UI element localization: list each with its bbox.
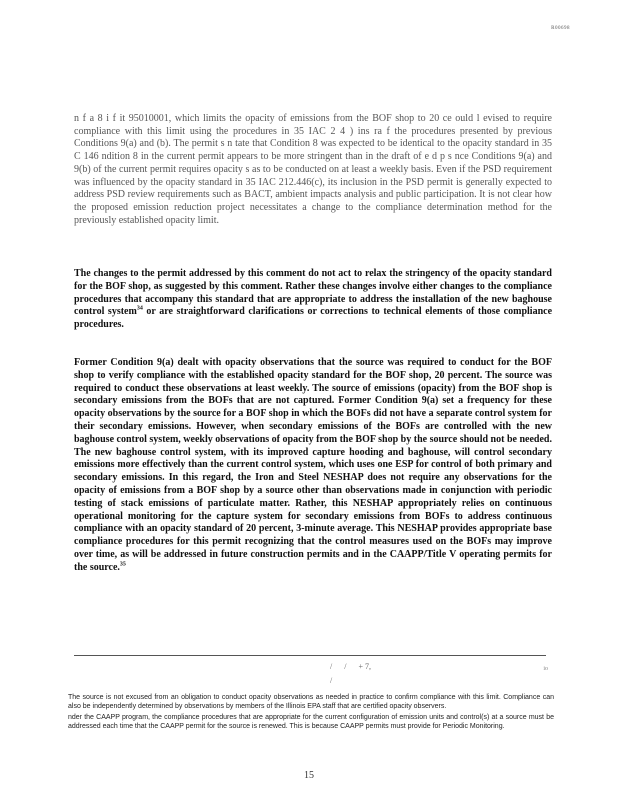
footnote-ref-35: 35 <box>119 561 126 568</box>
scan-mark: / <box>330 662 333 671</box>
footnotes <box>68 693 554 733</box>
scan-mark: + 7, <box>358 662 371 671</box>
paragraph-permit-changes <box>74 268 552 332</box>
paragraph-permit-changes-tail: or are straightforward clarifications or corrections to technical elements of those compliance procedures. <box>74 306 553 331</box>
footnote-ref-34: 34 <box>136 306 143 313</box>
paragraph-opacity-condition: n f a 8 i f it 95010001, which limits the opacity of emissions from the BOF shop to 20 ce ould l evised to require compliance with this limit using the procedures in 35 IAC 2 4 ) ins ra f the procedures presented by previous Conditions 9(a) and (b). The permit s n tate that Condition 8 was expected to be identical to the opacity standard in 35 C 146 ndition 8 in the current permit appears to be more stringent than in the draft of e d p s nce Conditions 9(a) and 9(b) of the current permit requires opacity s as to be conducted on at least a weekly basis. Even if the PSD requirement was influenced by the opacity standard in 35 IAC 212.446(c), its inclusion in the PSD permit is generally expected to address PSD review requirements such as BACT, ambient impacts analysis and public participation. It is not clear how the proposed emission reduction project necessitates a change to the compliance determination method for the previously established opacity limit. <box>74 113 552 226</box>
footnote-35: nder the CAAPP program, the compliance procedures that are appropriate for the current configuration of emission units and control(s) at a source must be addressed each time that the CAAPP permit for the source is renewed. This is because CAAPP permits must provide for Periodic Monitoring. <box>68 713 554 731</box>
scan-artifact: / <box>330 676 333 685</box>
scan-artifacts <box>330 662 381 671</box>
scan-artifact-edge: io <box>543 666 548 672</box>
footnote-34: The source is not excused from an obligation to conduct opacity observations as needed in practice to confirm compliance with this limit. Compliance can also be independently determined by observations by members of the Illinois EPA staff that are certified opacity observers. <box>68 694 554 711</box>
paragraph-permit-changes-text: The changes to the permit addressed by this comment do not act to relax the stringency of the opacity standard for the BOF shop, as suggested by this comment. Rather these changes involve either changes to the compliance procedures that accompany this standard that are appropriate to address the installation of the new baghouse control system <box>74 268 552 318</box>
footnote-separator <box>74 655 546 656</box>
page-number: 15 <box>304 770 314 781</box>
paragraph-former-condition-9a-text: Former Condition 9(a) dealt with opacity observations that the source was required to conduct for the BOF shop to verify compliance with the established opacity standard for the BOF shop, 20 percent. The source was required to conduct these observations at least weekly. The source of emissions (opacity) from the BOF shop is secondary emissions from the BOFs that are not captured. Former Condition 9(a) set a frequency for these opacity observations by the source for a BOF shop in which the BOFs did not have a separate control system for their secondary emissions. However, when secondary emissions of the BOFs are controlled with the new baghouse control system, weekly observations of opacity from the BOF shop by the source should not be needed. The new baghouse control system, with its improved capture hooding and baghouse, will control secondary emissions more effectively than the current control system, which uses one ESP for control of both primary and secondary emissions. In this regard, the Iron and Steel NESHAP does not require any observations for the opacity of emissions from a BOF shop by a source other than observations made in conjunction with periodic testing of stack emissions of particulate matter. Rather, this NESHAP appropriately relies on continuous operational monitoring for the capture system for secondary emissions from BOFs to address continuous compliance with an opacity standard of 20 percent, 3-minute average. This NESHAP provides appropriate base compliance procedures for this permit recognizing that the control measures used on the BOFs may improve over time, as will be addressed in future construction permits and in the CAAPP/Title V operating permits for the source. <box>74 357 552 573</box>
document-id-mark: R00698 <box>551 26 570 31</box>
paragraph-former-condition-9a <box>74 357 552 575</box>
scan-mark: / <box>344 662 347 671</box>
